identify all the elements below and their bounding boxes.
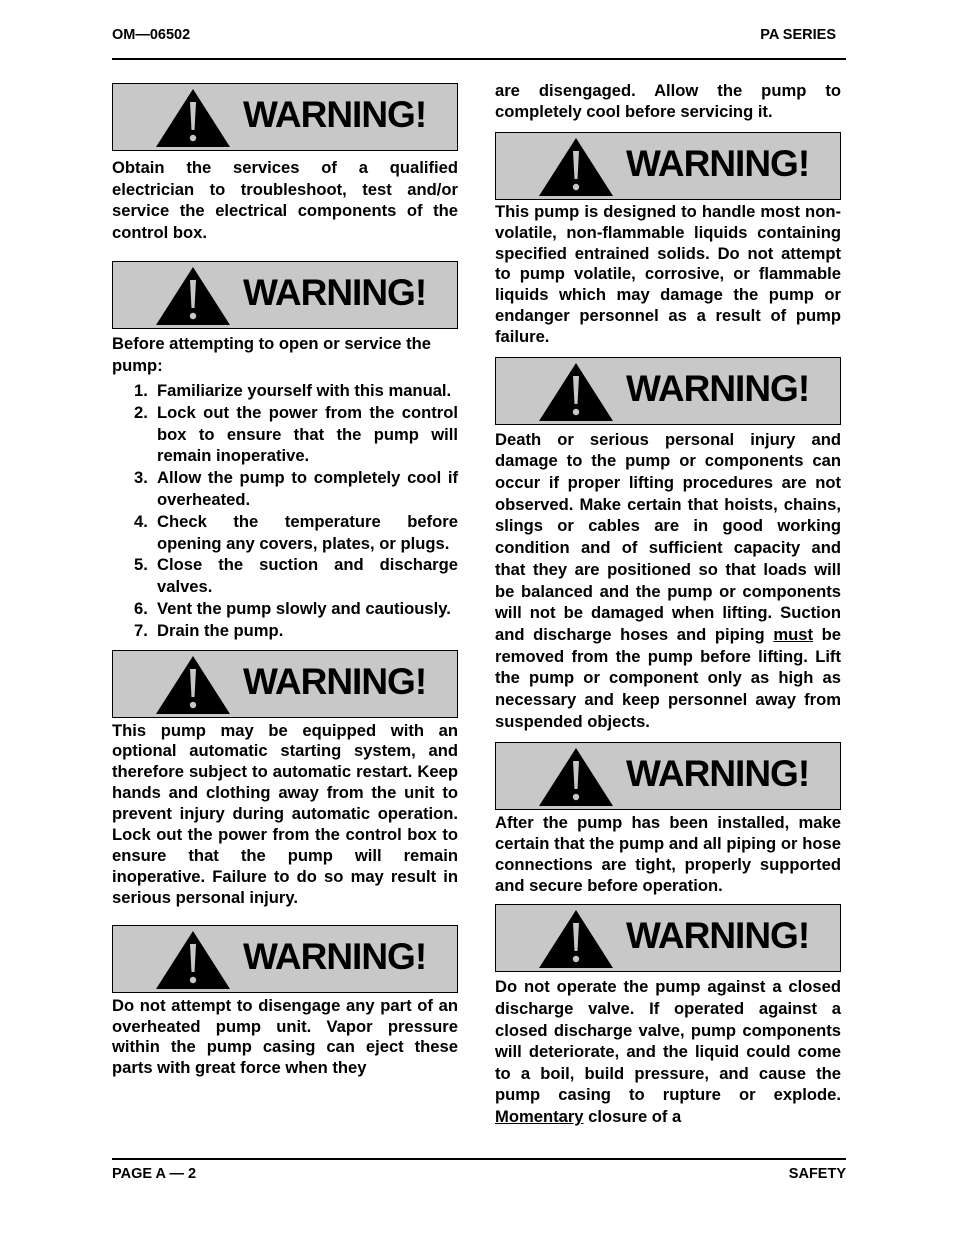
warning-title: WARNING! <box>243 272 427 313</box>
warning-box <box>495 904 841 972</box>
continued-text: are disengaged. Allow the pump to completely cool before servicing it. <box>495 81 841 121</box>
warning-triangle-icon <box>538 747 614 807</box>
left-column <box>112 80 458 1079</box>
right-column <box>495 80 841 1128</box>
procedure-list <box>112 380 458 642</box>
warning-title: WARNING! <box>243 660 427 702</box>
warning-triangle-icon <box>538 362 614 422</box>
list-item: 5. Close the suction and discharge valves. <box>134 555 458 597</box>
warning-text: Do not attempt to disengage any part of an overheated pump unit. Vapor pressure within the pump casing can eject these parts with great force when they <box>112 995 458 1078</box>
warning-text: Death or serious personal injury and damage to the pump or components can occur if proper lifting procedures are not observed. Make certain that hoists, chains, slings or cables are in good working condition and of sufficient capacity and that they are positioned so that loads will be balanced and the pump or components will not be damaged when lifting. Suction and discharge hoses and piping must be removed from the pump before lifting. Lift the pump or component only as high as necessary and keep personnel away from suspended objects. <box>495 429 841 731</box>
warning-intro: Before attempting to open or service the pump: <box>112 334 432 375</box>
warning-title: WARNING! <box>626 367 810 409</box>
doc-number: OM—06502 <box>112 27 191 43</box>
warning-box <box>112 650 458 718</box>
header-rule <box>112 58 846 60</box>
warning-title: WARNING! <box>243 94 427 135</box>
list-item: 3. Allow the pump to completely cool if overheated. <box>134 468 458 509</box>
warning-text: This pump may be equipped with an optional automatic starting system, and therefore subject to automatic restart. Keep hands and clothing away from the unit to prevent injury during automatic operation. Lock out the power from the control box to ensure that the pump will remain inoperative. Failure to do so may result in serious personal injury. <box>112 720 458 907</box>
warning-box <box>495 357 841 425</box>
list-item: 2. Lock out the power from the control box to ensure that the pump will remain inoperative. <box>134 402 458 466</box>
warning-triangle-icon <box>538 137 614 197</box>
footer-rule <box>112 1158 846 1160</box>
warning-triangle-icon <box>538 909 614 969</box>
warning-text: This pump is designed to handle most non-volatile, non-flammable liquids containing specified entrained solids. Do not attempt to pump volatile, corrosive, or flammable liquids which may damage the pump or endanger personnel as a result of pump failure. <box>495 202 841 346</box>
warning-title: WARNING! <box>626 143 810 184</box>
warning-title: WARNING! <box>626 915 810 957</box>
series-name: PA SERIES <box>760 27 836 43</box>
warning-box <box>112 261 458 329</box>
warning-box <box>112 925 458 993</box>
list-item: 6. Vent the pump slowly and cautiously. <box>134 598 451 618</box>
list-item: 4. Check the temperature before opening any covers, plates, or plugs. <box>134 511 458 553</box>
warning-triangle-icon <box>155 266 231 326</box>
warning-box <box>495 742 841 810</box>
warning-triangle-icon <box>155 930 231 990</box>
warning-box <box>112 83 458 151</box>
warning-title: WARNING! <box>243 935 427 977</box>
warning-text: Do not operate the pump against a closed discharge valve. If operated against a closed discharge valve, pump components will deteriorate, and the liquid could come to a boil, build pressure, and cause the pump casing to rupture or explode. Momentary closure of a <box>495 977 841 1126</box>
warning-triangle-icon <box>155 655 231 715</box>
warning-box <box>495 132 841 200</box>
warning-text: Obtain the services of a qualified electrician to troubleshoot, test and/or service the electrical components of the control box. <box>112 158 458 242</box>
warning-title: WARNING! <box>626 753 810 795</box>
list-item: 7. Drain the pump. <box>134 620 284 640</box>
warning-text: After the pump has been installed, make certain that the pump and all piping or hose connections are tight, properly supported and secure before operation. <box>495 813 841 896</box>
page-number: PAGE A — 2 <box>112 1166 197 1182</box>
section-name: SAFETY <box>788 1166 846 1182</box>
warning-triangle-icon <box>155 88 231 148</box>
list-item: 1. Familiarize yourself with this manual. <box>134 381 452 400</box>
